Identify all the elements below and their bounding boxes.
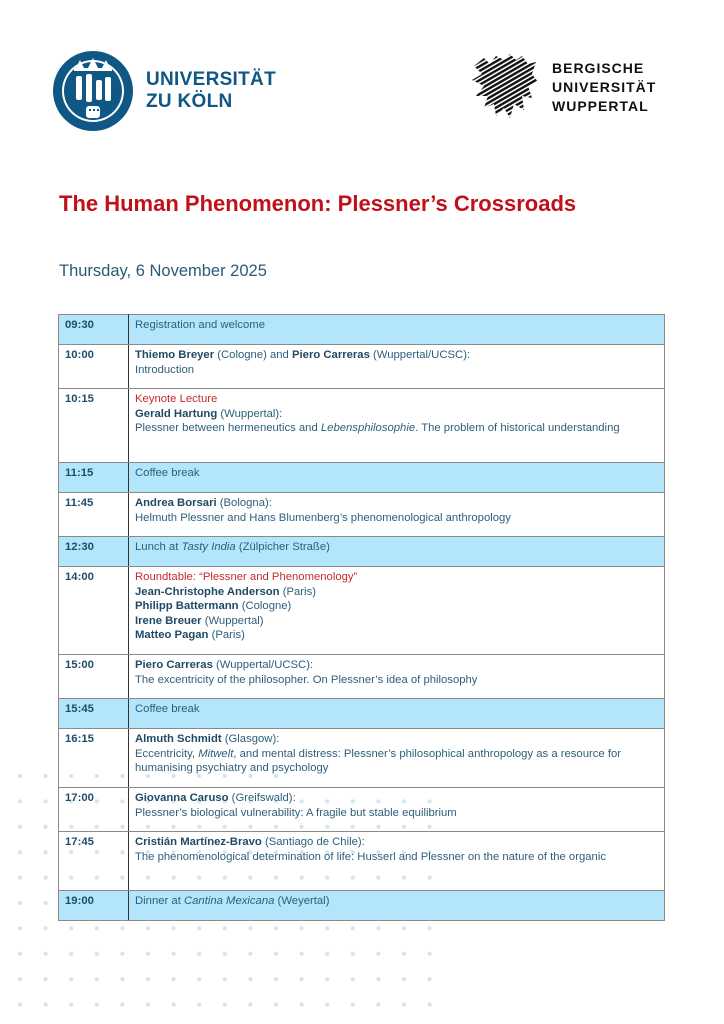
decorative-dot — [402, 952, 406, 956]
decorative-dot — [18, 825, 22, 829]
university-of-cologne-logo — [52, 50, 276, 132]
session-content — [129, 655, 665, 699]
table-row — [59, 567, 665, 655]
session-time: 17:00 — [59, 788, 129, 832]
decorative-dot — [18, 876, 22, 880]
speaker-affiliation: (Cologne) — [238, 600, 292, 612]
session-content — [129, 788, 665, 832]
session-content — [129, 389, 665, 463]
decorative-dot — [223, 977, 227, 981]
speaker-affiliation: (Wuppertal) — [201, 614, 264, 627]
speaker-name: Andrea Borsari — [135, 497, 217, 509]
decorative-dot — [376, 1003, 380, 1007]
session-label: Coffee break — [135, 467, 200, 479]
decorative-dot — [44, 825, 48, 829]
talk-title: The phenomenological determination of life: Husserl and Plessner on the nature of the organic — [135, 850, 606, 863]
decorative-dot — [146, 952, 150, 956]
decorative-dot — [223, 926, 227, 930]
decorative-dot — [44, 799, 48, 803]
session-content — [129, 729, 665, 788]
talk-text: . The problem of historical understanding — [415, 422, 620, 434]
venue-name: Cantina Mexicana — [183, 895, 275, 907]
speaker-affiliation: (Santiago de Chile): — [261, 836, 365, 848]
decorative-dot — [248, 926, 252, 930]
venue-location: (Weyertal) — [274, 895, 330, 907]
table-row — [59, 389, 665, 463]
session-content — [129, 891, 665, 921]
speaker-affiliation: (Wuppertal/UCSC): — [369, 349, 471, 361]
decorative-dot — [274, 977, 278, 981]
decorative-dot — [376, 952, 380, 956]
session-content — [129, 567, 665, 655]
session-content — [129, 315, 665, 345]
speaker-affiliation: (Cologne) and — [214, 349, 292, 361]
decorative-dot — [300, 926, 304, 930]
venue-name: Tasty India — [181, 541, 236, 553]
decorative-dot — [300, 1003, 304, 1007]
table-row — [59, 788, 665, 832]
decorative-dot — [300, 952, 304, 956]
session-time: 10:00 — [59, 345, 129, 389]
decorative-dot — [248, 1003, 252, 1007]
talk-title: The excentricity of the philosopher. On Plessner’s idea of philosophy — [135, 673, 478, 686]
decorative-dot — [402, 926, 406, 930]
decorative-dot — [325, 1003, 329, 1007]
session-content — [129, 345, 665, 389]
decorative-dot — [223, 952, 227, 956]
session-time: 17:45 — [59, 832, 129, 891]
panelist — [135, 614, 658, 629]
decorative-dot — [44, 977, 48, 981]
session-time: 15:00 — [59, 655, 129, 699]
session-time: 11:15 — [59, 463, 129, 493]
logo-line: UNIVERSITÄT — [146, 69, 276, 90]
decorative-dot — [120, 977, 124, 981]
speaker-name: Matteo Pagan — [135, 629, 209, 641]
decorative-dot — [197, 926, 201, 930]
talk-text: Eccentricity, — [135, 747, 199, 760]
session-content — [129, 463, 665, 493]
decorative-dot — [95, 1003, 99, 1007]
session-label: Registration and welcome — [135, 319, 265, 331]
table-row — [59, 463, 665, 493]
decorative-dot — [69, 1003, 73, 1007]
talk-title: Introduction — [135, 363, 195, 376]
speaker-affiliation: (Wuppertal): — [217, 407, 283, 420]
decorative-dot — [325, 926, 329, 930]
decorative-dot — [402, 1003, 406, 1007]
decorative-dot — [376, 977, 380, 981]
session-label: Dinner at — [135, 895, 184, 907]
panelist — [135, 599, 658, 614]
speaker-name: Jean-Christophe Anderson — [135, 585, 280, 598]
table-row — [59, 729, 665, 788]
decorative-dot — [146, 1003, 150, 1007]
table-row — [59, 832, 665, 891]
programme-table — [58, 314, 665, 921]
panelist — [135, 628, 658, 643]
talk-title: Helmuth Plessner and Hans Blumenberg’s phenomenological anthropology — [135, 511, 511, 524]
session-tag: Keynote Lecture — [135, 393, 218, 405]
decorative-dot — [69, 952, 73, 956]
decorative-dot — [351, 926, 355, 930]
speaker-affiliation: (Paris) — [208, 629, 245, 641]
session-time: 09:30 — [59, 315, 129, 345]
decorative-dot — [274, 1003, 278, 1007]
session-time: 15:45 — [59, 699, 129, 729]
decorative-dot — [44, 850, 48, 854]
speaker-name: Cristián Martínez-Bravo — [135, 836, 262, 848]
decorative-dot — [402, 977, 406, 981]
talk-text: , and mental distress: Plessner’s philosophical anthropology as a resource for humanising psychiatry and psychology — [135, 747, 622, 774]
decorative-dot — [351, 952, 355, 956]
table-row — [59, 699, 665, 729]
decorative-dot — [325, 977, 329, 981]
table-row — [59, 655, 665, 699]
decorative-dot — [172, 1003, 176, 1007]
decorative-dot — [428, 926, 432, 930]
decorative-dot — [248, 977, 252, 981]
decorative-dot — [172, 952, 176, 956]
decorative-dot — [69, 926, 73, 930]
decorative-dot — [18, 850, 22, 854]
decorative-dot — [95, 977, 99, 981]
speaker-affiliation: (Glasgow): — [221, 733, 280, 745]
decorative-dot — [95, 926, 99, 930]
table-row — [59, 493, 665, 537]
decorative-dot — [197, 1003, 201, 1007]
lion-emblem-icon — [470, 52, 540, 122]
event-date: Thursday, 6 November 2025 — [59, 262, 267, 280]
talk-text-italic: Lebensphilosophie — [320, 422, 416, 434]
session-content — [129, 493, 665, 537]
decorative-dot — [351, 1003, 355, 1007]
decorative-dot — [146, 926, 150, 930]
speaker-name: Irene Breuer — [135, 614, 202, 627]
talk-title — [135, 421, 658, 436]
speaker-affiliation: (Greifswald): — [228, 792, 296, 804]
decorative-dot — [428, 1003, 432, 1007]
decorative-dot — [223, 1003, 227, 1007]
speaker-name: Almuth Schmidt — [135, 733, 222, 745]
table-row — [59, 891, 665, 921]
talk-text: Plessner between hermeneutics and — [135, 422, 321, 434]
decorative-dot — [44, 876, 48, 880]
decorative-dot — [172, 977, 176, 981]
decorative-dot — [120, 1003, 124, 1007]
speaker-name: Piero Carreras — [291, 349, 370, 361]
session-time: 12:30 — [59, 537, 129, 567]
decorative-dot — [69, 977, 73, 981]
speaker-name: Gerald Hartung — [135, 407, 218, 420]
speaker-affiliation: (Paris) — [279, 585, 316, 598]
session-time: 19:00 — [59, 891, 129, 921]
decorative-dot — [428, 952, 432, 956]
decorative-dot — [146, 977, 150, 981]
speaker-name: Thiemo Breyer — [135, 349, 215, 361]
speaker-affiliation: (Bologna): — [216, 497, 272, 509]
session-content — [129, 832, 665, 891]
session-content — [129, 699, 665, 729]
decorative-dot — [18, 799, 22, 803]
panelist — [135, 585, 658, 600]
speaker-name: Philipp Battermann — [135, 600, 239, 612]
decorative-dot — [44, 926, 48, 930]
decorative-dot — [44, 901, 48, 905]
session-time: 14:00 — [59, 567, 129, 655]
decorative-dot — [44, 1003, 48, 1007]
decorative-dot — [197, 977, 201, 981]
decorative-dot — [18, 926, 22, 930]
venue-location: (Zülpicher Straße) — [235, 541, 330, 553]
decorative-dot — [300, 977, 304, 981]
decorative-dot — [274, 926, 278, 930]
logo-line: WUPPERTAL — [552, 97, 649, 114]
speaker-affiliation: (Wuppertal/UCSC): — [212, 659, 314, 671]
talk-title: Plessner’s biological vulnerability: A fragile but stable equilibrium — [135, 806, 457, 819]
university-seal-icon — [52, 50, 134, 132]
session-time: 11:45 — [59, 493, 129, 537]
talk-text-italic: Mitwelt — [198, 747, 234, 760]
decorative-dot — [44, 952, 48, 956]
decorative-dot — [172, 926, 176, 930]
decorative-dot — [428, 977, 432, 981]
decorative-dot — [248, 952, 252, 956]
decorative-dot — [18, 1003, 22, 1007]
decorative-dot — [18, 977, 22, 981]
session-tag: Roundtable: “Plessner and Phenomenology” — [135, 571, 358, 583]
decorative-dot — [18, 901, 22, 905]
decorative-dot — [120, 952, 124, 956]
logo-line: BERGISCHE — [552, 59, 645, 76]
decorative-dot — [120, 926, 124, 930]
logo-line: UNIVERSITÄT — [552, 78, 657, 95]
decorative-dot — [44, 774, 48, 778]
table-row — [59, 345, 665, 389]
logo-line: ZU KÖLN — [146, 91, 233, 112]
session-time: 10:15 — [59, 389, 129, 463]
decorative-dot — [18, 774, 22, 778]
page-title: The Human Phenomenon: Plessner’s Crossroads — [59, 191, 577, 216]
talk-title — [135, 747, 658, 776]
decorative-dot — [351, 977, 355, 981]
decorative-dot — [325, 952, 329, 956]
session-label: Lunch at — [135, 541, 182, 553]
decorative-dot — [95, 952, 99, 956]
session-time: 16:15 — [59, 729, 129, 788]
speaker-name: Giovanna Caruso — [135, 792, 229, 804]
speaker-name: Piero Carreras — [135, 659, 213, 671]
decorative-dot — [18, 952, 22, 956]
university-of-wuppertal-logo — [470, 52, 656, 122]
table-row — [59, 537, 665, 567]
decorative-dot — [197, 952, 201, 956]
decorative-dot — [274, 952, 278, 956]
session-content — [129, 537, 665, 567]
table-row — [59, 315, 665, 345]
session-label: Coffee break — [135, 703, 200, 715]
decorative-dot — [376, 926, 380, 930]
